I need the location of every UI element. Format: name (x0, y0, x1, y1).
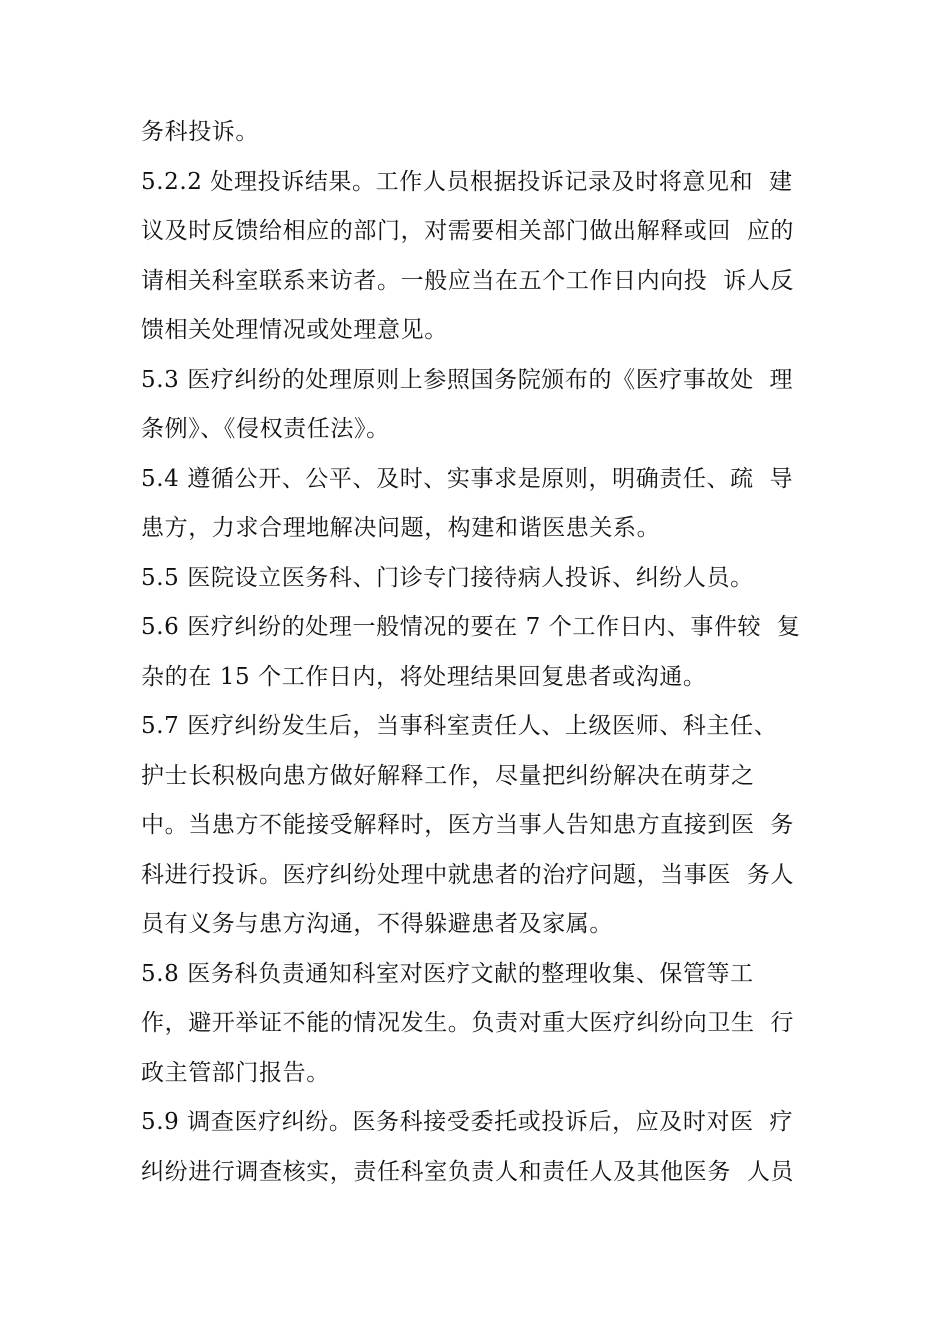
text-line: 杂的在 15 个工作日内，将处理结果回复患者或沟通。 (141, 663, 707, 690)
text-line: 5.3 医疗纠纷的处理原则上参照国务院颁布的《医疗事故处 理 (141, 366, 794, 393)
document-body (141, 108, 831, 1197)
text-line: 5.8 医务科负责通知科室对医疗文献的整理收集、保管等工 (141, 960, 754, 987)
text-line: 请相关科室联系来访者。一般应当在五个工作日内向投 诉人反 (141, 267, 795, 294)
text-line: 务科投诉。 (141, 119, 259, 145)
text-line: 5.2.2 处理投诉结果。工作人员根据投诉记录及时将意见和 建 (141, 168, 793, 195)
text-line: 5.5 医院设立医务科、门诊专门接待病人投诉、纠纷人员。 (141, 564, 754, 591)
text-line: 5.9 调查医疗纠纷。医务科接受委托或投诉后，应及时对医 疗 (141, 1109, 794, 1135)
text-line: 5.7 医疗纠纷发生后，当事科室责任人、上级医师、科主任、 (141, 713, 778, 739)
text-line: 中。当患方不能接受解释时，医方当事人告知患方直接到医 务 (141, 812, 795, 838)
text-line: 作，避开举证不能的情况发生。负责对重大医疗纠纷向卫生 行 (141, 1010, 795, 1036)
text-line: 护士长积极向患方做好解释工作，尽量把纠纷解决在萌芽之 (141, 762, 755, 789)
text-line: 条例》、《侵权责任法》。 (141, 416, 390, 442)
text-line: 科进行投诉。医疗纠纷处理中就患者的治疗问题，当事医 务人 (141, 861, 795, 888)
text-line: 5.6 医疗纠纷的处理一般情况的要在 7 个工作日内、事件较 复 (141, 614, 801, 640)
text-line: 政主管部门报告。 (141, 1059, 330, 1086)
text-line: 5.4 遵循公开、公平、及时、实事求是原则，明确责任、疏 导 (141, 465, 794, 492)
text-line: 患方，力求合理地解决问题，构建和谐医患关系。 (141, 515, 661, 541)
text-line: 员有义务与患方沟通，不得躲避患者及家属。 (141, 911, 613, 937)
text-line: 议及时反馈给相应的部门，对需要相关部门做出解释或回 应的 (141, 218, 795, 244)
text-line: 纠纷进行调查核实，责任科室负责人和责任人及其他医务 人员 (141, 1158, 795, 1185)
text-line: 馈相关处理情况或处理意见。 (141, 317, 448, 343)
